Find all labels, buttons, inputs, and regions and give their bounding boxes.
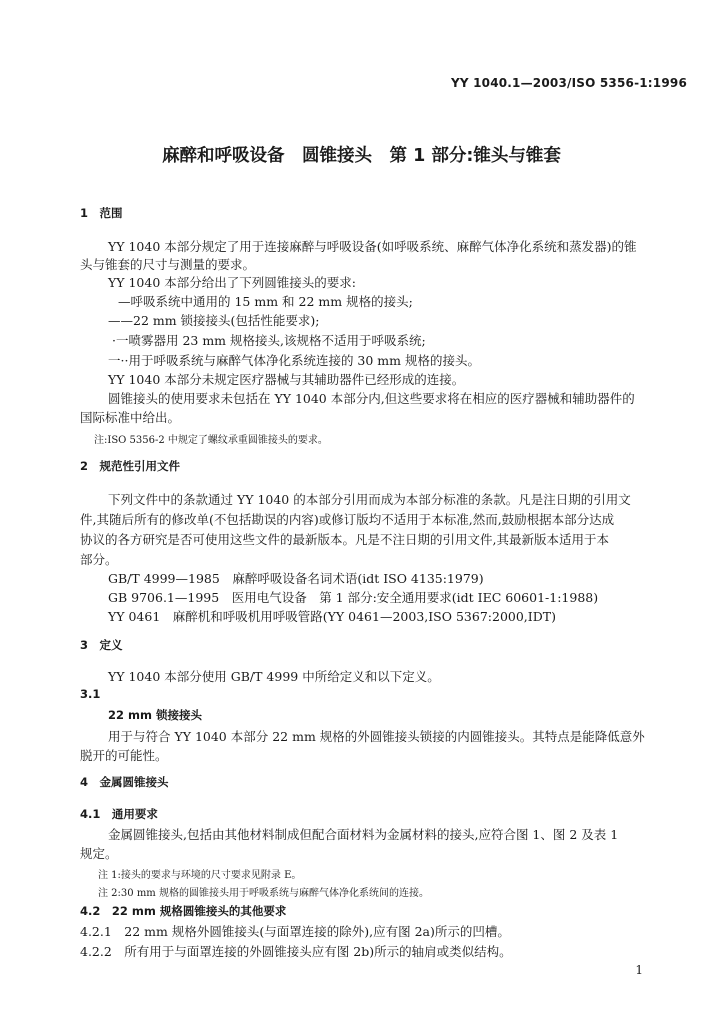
- normative-paragraph-line: 下列文件中的条款通过 YY 1040 的本部分引用而成为本部分标准的条款。凡是注日期的引用文: [108, 492, 631, 507]
- definition-text-line: 脱开的可能性。: [80, 748, 168, 763]
- metal-cone-paragraph-line: 规定。: [80, 846, 118, 861]
- subsection-3-1-number: 3.1: [80, 687, 101, 701]
- subsection-4-2-heading: 4.2 22 mm 规格圆锥接头的其他要求: [80, 904, 287, 918]
- subsection-3-1-term: 22 mm 锁接接头: [108, 708, 202, 722]
- definition-paragraph: YY 1040 本部分使用 GB/T 4999 中所给定义和以下定义。: [108, 669, 440, 684]
- standard-code: YY 1040.1—2003/ISO 5356-1:1996: [450, 76, 687, 90]
- page-number: 1: [635, 963, 643, 977]
- scope-list-item: ——22 mm 锁接接头(包括性能要求);: [108, 313, 320, 328]
- scope-paragraph-line: 国际标准中给出。: [80, 410, 181, 425]
- scope-list-item: —呼吸系统中通用的 15 mm 和 22 mm 规格的接头;: [118, 294, 413, 309]
- metal-cone-note-2: 注 2:30 mm 规格的圆锥接头用于呼吸系统与麻醉气体净化系统间的连接。: [98, 888, 429, 899]
- metal-cone-note-1: 注 1:接头的要求与环境的尺寸要求见附录 E。: [98, 870, 302, 881]
- section-4-heading: 4 金属圆锥接头: [80, 775, 169, 789]
- normative-paragraph-line: 协议的各方研究是否可使用这些文件的最新版本。凡是不注日期的引用文件,其最新版本适用于本: [80, 532, 609, 547]
- normative-paragraph-line: 部分。: [80, 552, 118, 567]
- scope-paragraph-line: YY 1040 本部分规定了用于连接麻醉与呼吸设备(如呼吸系统、麻醉气体净化系统和蒸发器)的锥: [108, 239, 637, 254]
- section-1-heading: 1 范围: [80, 206, 123, 220]
- reference-item: YY 0461 麻醉机和呼吸机用呼吸管路(YY 0461—2003,ISO 5367:2000,IDT): [108, 609, 556, 624]
- reference-item: GB/T 4999—1985 麻醉呼吸设备名词术语(idt ISO 4135:1979): [108, 571, 484, 586]
- scope-paragraph-line: 圆锥接头的使用要求未包括在 YY 1040 本部分内,但这些要求将在相应的医疗器械和辅助器件的: [108, 391, 635, 406]
- document-title: 麻醉和呼吸设备 圆锥接头 第 1 部分:锥头与锥套: [162, 146, 561, 166]
- scope-paragraph-line: 头与锥套的尺寸与测量的要求。: [80, 257, 256, 272]
- scope-list-item: 一··用于呼吸系统与麻醉气体净化系统连接的 30 mm 规格的接头。: [108, 353, 480, 368]
- scope-paragraph: YY 1040 本部分给出了下列圆锥接头的要求:: [108, 275, 356, 290]
- clause-4-2-1: 4.2.1 22 mm 规格外圆锥接头(与面罩连接的除外),应有图 2a)所示的凹槽。: [80, 924, 510, 939]
- normative-paragraph-line: 件,其随后所有的修改单(不包括勘误的内容)或修订版均不适用于本标准,然而,鼓励根据本部分达成: [80, 512, 615, 527]
- section-3-heading: 3 定义: [80, 638, 123, 652]
- metal-cone-paragraph-line: 金属圆锥接头,包括由其他材料制成但配合面材料为金属材料的接头,应符合图 1、图 2 及表 1: [108, 827, 619, 842]
- clause-4-2-2: 4.2.2 所有用于与面罩连接的外圆锥接头应有图 2b)所示的轴肩或类似结构。: [80, 944, 512, 959]
- scope-list-item: ·一喷雾器用 23 mm 规格接头,该规格不适用于呼吸系统;: [112, 333, 426, 348]
- section-2-heading: 2 规范性引用文件: [80, 459, 181, 473]
- scope-paragraph: YY 1040 本部分未规定医疗器械与其辅助器件已经形成的连接。: [108, 372, 465, 387]
- definition-text-line: 用于与符合 YY 1040 本部分 22 mm 规格的外圆锥接头锁接的内圆锥接头。其特点是能降低意外: [108, 729, 645, 744]
- reference-item: GB 9706.1—1995 医用电气设备 第 1 部分:安全通用要求(idt IEC 60601-1:1988): [108, 590, 599, 605]
- subsection-4-1-heading: 4.1 通用要求: [80, 807, 158, 821]
- scope-note: 注:ISO 5356-2 中规定了螺纹承重圆锥接头的要求。: [94, 435, 328, 446]
